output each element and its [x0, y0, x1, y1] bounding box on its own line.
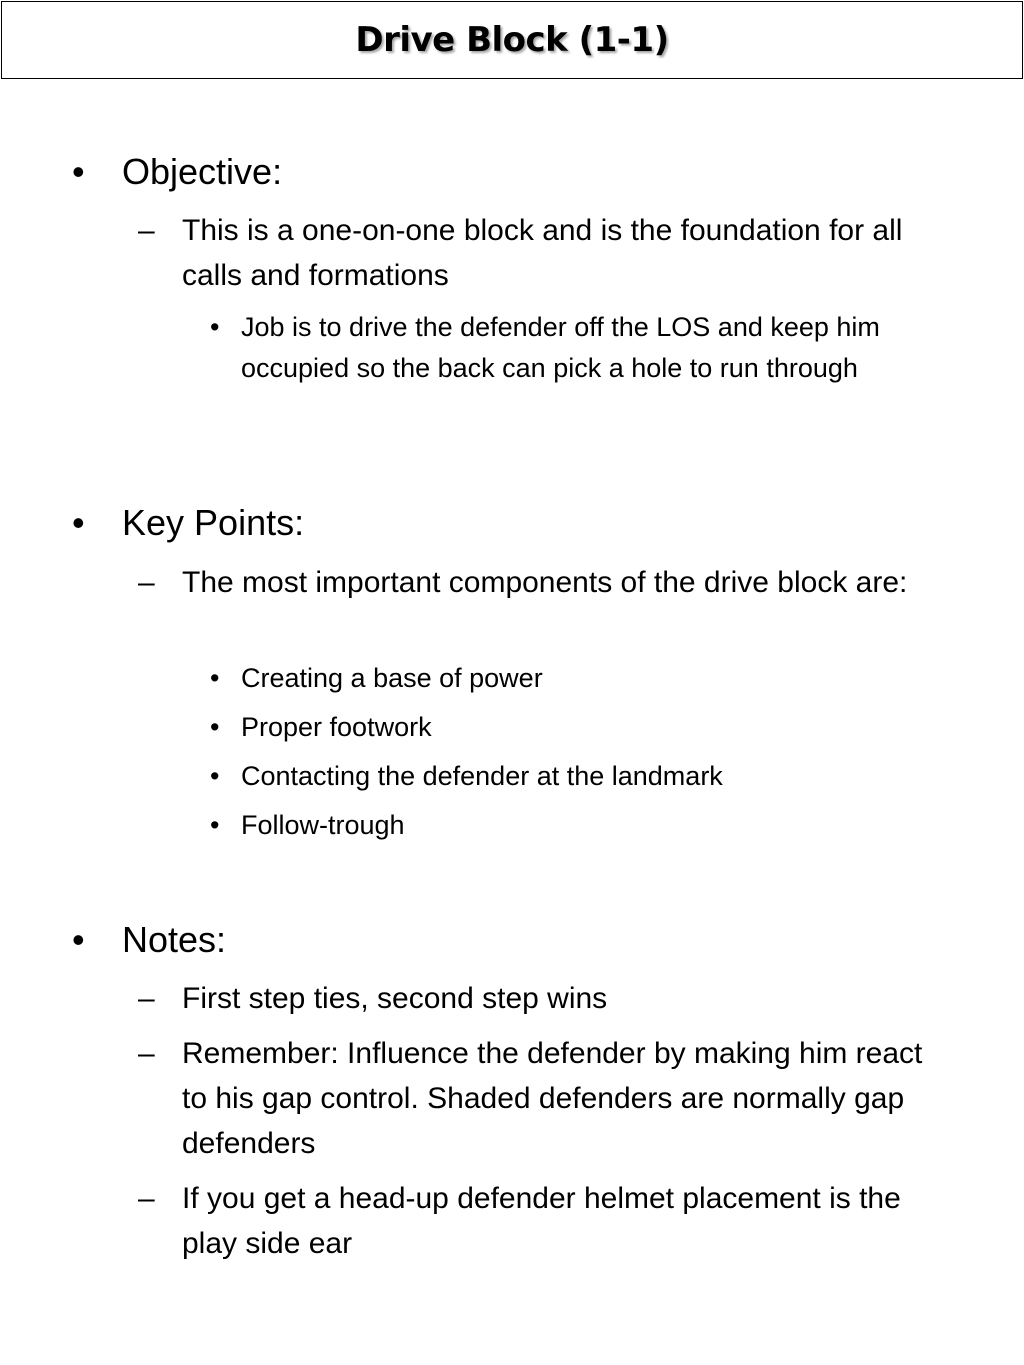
list-item: Remember: Influence the defender by making him react to his gap control. Shaded defenders are normally gap defenders: [182, 1037, 923, 1160]
dash-icon: –: [138, 1037, 155, 1070]
list-item: First step ties, second step wins: [182, 982, 608, 1015]
list-item: If you get a head-up defender helmet placement is the play side ear: [182, 1182, 901, 1260]
bullet-icon: •: [210, 761, 220, 791]
slide-title-box: [1, 1, 1023, 79]
bullet-icon: •: [72, 502, 85, 543]
bullet-icon: •: [210, 810, 220, 840]
dash-icon: –: [138, 214, 155, 247]
bullet-icon: •: [210, 663, 220, 693]
sub-list-item: Follow-trough: [241, 810, 405, 840]
bullet-icon: •: [72, 919, 85, 960]
dash-icon: –: [138, 1182, 155, 1215]
dash-icon: –: [138, 982, 155, 1015]
slide-title: Drive Block (1-1): [355, 20, 669, 60]
dash-icon: –: [138, 566, 155, 599]
bullet-icon: •: [210, 312, 220, 342]
list-item: The most important components of the drive block are:: [182, 566, 908, 599]
section-heading-notes: Notes:: [122, 919, 227, 960]
sub-list-item: Proper footwork: [241, 712, 432, 742]
sub-list-item: Creating a base of power: [241, 663, 543, 693]
list-item: This is a one-on-one block and is the foundation for all calls and formations: [182, 214, 903, 292]
section-heading-objective: Objective:: [122, 151, 283, 192]
sub-list-item: Contacting the defender at the landmark: [241, 761, 723, 791]
sub-list-item: Job is to drive the defender off the LOS and keep him occupied so the back can pick a hole to run through: [241, 312, 880, 383]
bullet-icon: •: [210, 712, 220, 742]
bullet-icon: •: [72, 151, 85, 192]
section-heading-key-points: Key Points:: [122, 502, 305, 543]
